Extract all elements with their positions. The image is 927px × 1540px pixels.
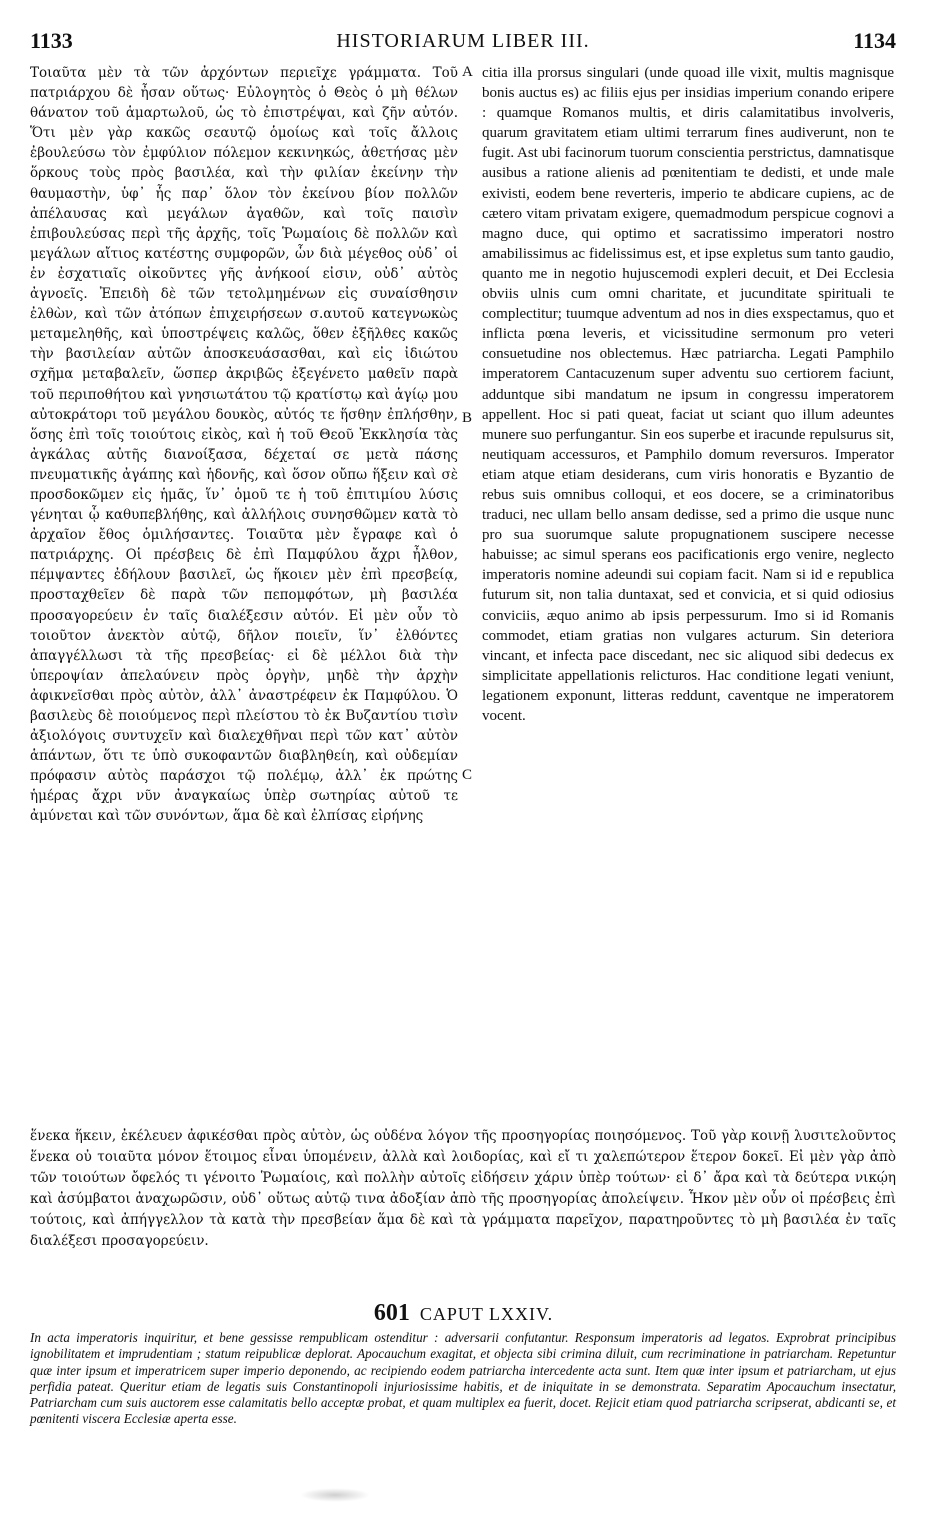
scan-smudge — [300, 1488, 370, 1502]
chapter-summary — [30, 1330, 896, 1428]
greek-column — [30, 63, 458, 1118]
greek-full-width-text: ἕνεκα ἥκειν, ἐκέλευεν ἀφικέσθαι πρὸς αὐτὸν, ὡς οὐδένα λόγον τῆς προσηγορίας ποιησόμενος. Τοῦ γὰρ κοινῇ λυσιτελοῦντος ἕνεκα οὐ τοιαῦτα μόνον ἕτοιμος εἶναι ὑπομένειν, ἀλλὰ καὶ λοιδορίας, καὶ εἴ τι χαλεπώτερον ἕτερον δοκεῖ. Εἰ μὲν γὰρ ἀπὸ τῶν τοιούτων ὄφελός τι γένοιτο Ῥωμαίοις, καὶ πολλὴν αὐτοῖς εἰδήσειν χάριν ὑπὲρ τούτων· εἰ δ᾽ ἄρα καὶ τὰ δεύτερα νικῴη καὶ ἀσύμβατοι ἀναχωρῶσιν, οὐδ᾽ οὕτως αὐτῷ τινα ἀδοξίαν ἀπὸ τῆς προσηγορίας ἀπολείψειν. Ἧκον μὲν οὖν οἱ πρέσβεις ἐπὶ τούτοις, καὶ ἀπήγγελλον τὰ κατὰ τὴν πρεσβείαν ἅμα δὲ καὶ τὰ γράμματα παρεῖχον, παρατηροῦντες τὸ μὴ βασιλέα ἐν ταῖς διαλέξεσι προσαγορεύειν. — [30, 1128, 896, 1249]
margin-marker-b: B — [462, 410, 473, 426]
chapter-heading — [0, 1300, 927, 1327]
page-number-right: 1134 — [853, 28, 896, 53]
margin-marker-a: A — [462, 64, 473, 80]
page-number-left: 1133 — [30, 28, 73, 53]
latin-column — [482, 63, 894, 1118]
latin-column-text: citia illa prorsus singulari (unde quoad ille vixit, multis magnisque bonis auctus es) ac filiis ejus per insidias imperium conando eripere : quamque Romanos multis, et diris calamitatibus involveris, quarum gravitatem etiam ultimi terrarum fines audiverunt, non te fugit. Ast ubi facinorum tuorum conscientia perstrictus, damnatisque ausibus a ratione alienis ad pœnitentiam te dedisti, et unde male exivisti, eodem bene reverteris, imperio te abdicare cupiens, ac de cætero vitam privatam exigere, quemadmodum perspicue cognovi a magno duce, qui optimo et sacratissimo imperatori nostro amabilissimus ac fidelissimus est, et ipse expletus sum tanto gaudio, quanto me in negotio hujuscemodi expleri decuit, et Dei Ecclesia obviis ulnis cum omni charitate, et jucunditate spirituali te complectitur; tuumque adventum ad nos in dies exspectamus, quo et inflicta pœna leveris, et vicissitudine sermonum pro veteri consuetudine nos oblectemus. Hæc patriarcha. Legati Pamphilo imperatorem Cantacuzenum super adventu suo certiorem faciunt, adduntque sibi mandatum ne ipsum in congressu imperatorem appellent. Hoc si pati queat, faciat ut sciant quo illum adeuntes munere suo perfungantur. Sin eos superbe et iracunde repulsurus sit, neutiquam accessuros, et Pamphilo domum reversuros. Imperator etiam atque etiam desiderans, cum viris honoratis e Byzantio de rebus suis omnibus colloqui, et eos docere, se a criminatoribus traduci, nec ullam bello ansam dedisse, sed a primo die usque nunc pro sua suorumque salute propugnationem suscipere necesse habuisse; ac simul sperans eos pacificationis ergo venire, neglecto imperatoris nomine adeundi sui copiam facit. Nam si id e republica futurum sit, non talia duntaxat, sed et convicia, et si quid odiosius conviciis, æquo animo ab ipsis perpessurum. Imo si id Romanis commodet, etiam gratias non vulgares acturum. Sin deteriora vincant, et infecta pace discedant, nec sic aliquod sibi dedecus ex simplicitate appellationis relicturos. Hac conditione legati veniunt, legationem exponunt, litteras reddunt, caventque ne imperatorem vocent. — [482, 65, 894, 724]
margin-marker-c: C — [462, 767, 473, 783]
running-title: HISTORIARUM LIBER III. — [336, 30, 590, 52]
chapter-marginal-number: 601 — [373, 1300, 410, 1326]
greek-full-width-paragraph — [30, 1126, 896, 1252]
page-header — [30, 28, 896, 58]
chapter-title: CAPUT LXXIV. — [419, 1304, 554, 1324]
greek-column-text: Τοιαῦτα μὲν τὰ τῶν ἀρχόντων περιεῖχε γράμματα. Τοῦ πατριάρχου δὲ ἦσαν οὕτως· Εὐλογητὸς ὁ Θεὸς ὁ μὴ θέλων θάνατον τοῦ ἁμαρτωλοῦ, ὡς τὸ ἐπιστρέψαι, καὶ ζῆν αὐτόν. Ὅτι μὲν γὰρ κακῶς σεαυτῷ ὁμοίως καὶ τοῖς ἄλλοις ἐβουλεύσω τὸν ἐμφύλιον πόλεμον κεκινηκώς, ἀθετήσας μὲν ὅρκους τοὺς πρὸς βασιλέα, καὶ τὴν φιλίαν ἐκείνην τὴν θαυμαστὴν, ὑφ᾽ ἧς παρ᾽ ὅλον τὸν ἐκείνου βίον πολλῶν ἀπέλαυσας καὶ μεγάλων ἀγαθῶν, καὶ τοῖς παισὶν ἐπιβουλεύσας περὶ τῆς ἀρχῆς, τοῖς Ῥωμαίοις δὲ πολλῶν καὶ μεγάλων αἴτιος κατέστης συμφορῶν, ὧν διὰ μέγεθος οὐδ᾽ οἱ ἐν ἐσχατιαῖς οἰκοῦντες γῆς ἀνήκοοί εἰσιν, οὐδ᾽ αὐτὸς ἀγνοεῖς. Ἐπειδὴ δὲ τῶν τετολμημένων εἰς συναίσθησιν ἐλθὼν, καὶ τῶν ἀτόπων ἐπιχειρήσεων σ.αυτοῦ κατεγνωκὼς μεταμεληθῆς, καὶ ὑποστρέψεις καλῶς, ὅθεν ἐξῆλθες κακῶς τὴν βασιλείαν αὐτῶν ἀποσκευάσασθαι, καὶ εἰς ἰδιώτου σχῆμα μεταβαλεῖν, ὥσπερ ἀκριβῶς ἐξεγένετο μαθεῖν παρὰ τοῦ περιποθήτου καὶ γνησιωτάτου τῷ κρατίστῳ καὶ ἁγίῳ μου αὐτοκράτορι τοῦ μεγάλου δουκὸς, αὐτός τε ἥσθην ἐπλήσθην, ὅσης ἐπὶ τοῖς τοιούτοις εἰκὸς, καὶ ἡ τοῦ Θεοῦ Ἐκκλησία τὰς ἀγκάλας αὐτῆς διανοίξασα, δέχεταί σε μετὰ πάσης πνευματικῆς ἀγάπης καὶ ἡδονῆς, καὶ ὅσον οὔπω ἥξειν καὶ σὲ προσδοκῶμεν εἰς ἡμᾶς, ἵν᾽ ὁμοῦ τε ἡ τοῦ ἐπιτιμίου λύσις γένηται ᾧ καθυπεβλήθης, καὶ ἀλλήλοις συνησθῶμεν κατὰ τὸ ἀρχαῖον ἔθος ὁμιλήσαντες. Τοιαῦτα μὲν ἔγραφε καὶ ὁ πατριάρχης. Οἱ πρέσβεις δὲ ἐπὶ Παμφύλου ἄχρι ἦλθον, πέμψαντες ἐδήλουν βασιλεῖ, ὡς ἥκοιεν μὲν ἐπὶ πρεσβείᾳ, προσταχθεῖεν δὲ παρὰ τῶν πεπομφότων, μὴ βασιλέα προσαγορεύειν ἐν ταῖς διαλέξεσιν αὐτόν. Εἰ μὲν οὖν τὸ τοιοῦτον ἀνεκτὸν αὐτῷ, δῆλον ποιεῖν, ἵν᾽ ἐλθόντες ἀπαγγέλλωσι τὰ τῆς πρεσβείας· εἰ δὲ μέλλοι διὰ τὴν ὑπεροψίαν ἀπελαύνειν πρὸς ὀργὴν, μηδὲ τὴν ἀρχὴν ἀφικνεῖσθαι πρὸς αὐτὸν, ἀλλ᾽ ἀναστρέφειν ἐκ Παμφύλου. Ὁ βασιλεὺς δὲ ποιούμενος περὶ πλείστου τὸ ἐκ Βυζαντίου τισὶν ἀξιολόγοις συντυχεῖν καὶ διαλεχθῆναι περὶ τῶν κατ᾽ αὐτὸν ἁπάντων, ὅτι τε ὑπὸ συκοφαντῶν διαβληθείη, καὶ οὐδεμίαν πρόφασιν αὐτὸς παράσχοι τῷ πολέμῳ, ἀλλ᾽ ἐκ πρώτης ἡμέρας ἄχρι νῦν ἀναγκαίως ὑπὲρ σωτηρίας αὐτοῦ τε ἀμύνεται καὶ τῶν συνόντων, ἅμα δὲ καὶ ἐλπίσας εἰρήνης — [30, 65, 458, 825]
chapter-summary-text: In acta imperatoris inquiritur, et bene gessisse rempublicam ostenditur : adversarii confutantur. Responsum imperatoris ad legatos. Exprobrat principibus ignobilitatem et imprudentiam ; statum reipublicæ deplorat. Apocauchum exagitat, et objecta sibi crimina diluit, cum recriminatione in patriarcham. Repetuntur quæ inter ipsum et imperatricem super imperio deponendo, ac recipiendo eodem patriarcha intercedente acta sunt. Item quæ inter ipsum et patriarcham, ut ejus perfidia pateat. Queritur etiam de legatis suis Constantinopoli injuriosissime habitis, et de iniquitate in se demonstrata. Separatim Apocauchum insectatur, Patriarcham cum suis auctorem esse calamitatis bello acceptæ probat, et quam multiplex ea fuerit, docet. Rejicit etiam quod patriarcha scripserat, abdicanti se, et pœnitenti viscera Ecclesiæ aperta esse. — [30, 1330, 896, 1427]
